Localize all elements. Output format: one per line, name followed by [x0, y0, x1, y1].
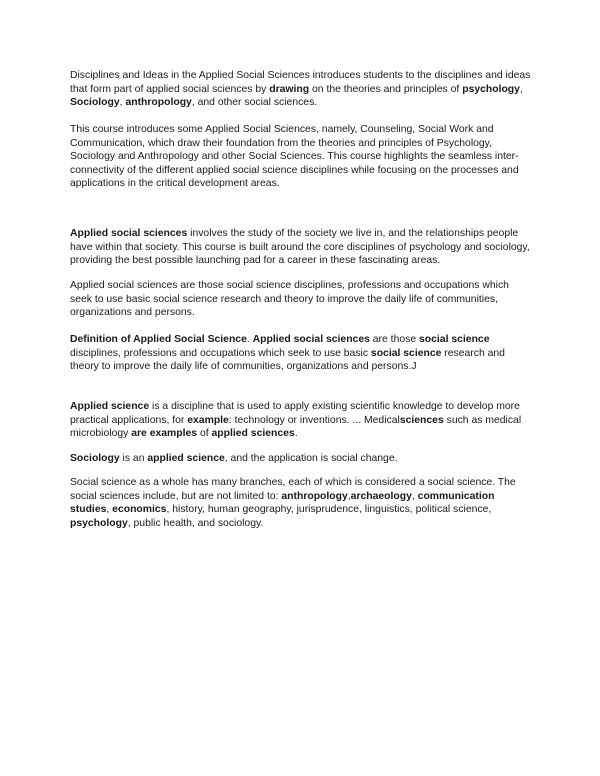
bold-text-run: social science: [370, 347, 442, 359]
paragraph-intro: [70, 69, 532, 110]
paragraph-branches: [70, 476, 532, 530]
text-run: , and the application is social change.: [224, 453, 398, 464]
bold-text-run: Sociology: [70, 97, 120, 109]
text-run: such as medical microbiology: [70, 414, 522, 440]
bold-text-run: archaeology: [350, 490, 412, 502]
text-run: , public health, and sociology.: [127, 517, 264, 529]
text-run: : technology or inventions. ... Medical: [228, 414, 400, 426]
text-run: .: [246, 334, 253, 345]
text-run: This course introduces some Applied Social Sciences, namely, Counseling, Social Work and Communication, which draw their foundation from the theories and principles of Psychology, Sociology and Anthropology and other Social Sciences. This course highlights the seamless inter-connectivity of the different applied social science disciplines while focusing on the processes and applications in the critical development areas.: [70, 124, 519, 190]
text-run: .: [294, 428, 298, 440]
paragraph-course-overview: [70, 123, 532, 191]
bold-text-run: example: [187, 414, 229, 426]
text-run: research and theory to improve the daily life of communities, organizations and persons.J: [70, 347, 505, 373]
text-run: involves the study of the society we live in, and the relationships people have within that society. This course is built around the core disciplines of psychology and sociology, providing the best possible launching pad for a career in these fascinating areas.: [70, 228, 530, 267]
text-run: , and other social sciences.: [191, 97, 318, 109]
bold-text-run: psychology: [462, 83, 520, 95]
text-run: on the theories and principles of: [309, 83, 463, 95]
bold-text-run: anthropology: [281, 490, 348, 502]
bold-text-run: Sociology: [70, 453, 120, 464]
text-run: , history, human geography, jurisprudence, linguistics, political science,: [166, 504, 492, 516]
bold-text-run: social science: [419, 334, 490, 345]
bold-text-run: communication studies: [70, 490, 495, 516]
text-run: ,: [106, 504, 113, 516]
bold-text-run: Applied science: [70, 401, 150, 412]
text-run: disciplines, professions and occupations which seek to use basic: [70, 347, 371, 359]
bold-text-run: applied science: [147, 453, 225, 464]
text-run: ,: [347, 490, 351, 502]
bold-text-run: psychology: [70, 517, 128, 529]
text-run: are those: [369, 334, 419, 345]
paragraph-applied-science: [70, 400, 532, 441]
bold-text-run: applied sciences: [211, 428, 295, 440]
paragraph-definition: [70, 333, 532, 374]
paragraph-disciplines: [70, 279, 532, 320]
bold-text-run: are examples: [131, 428, 198, 440]
text-run: is a discipline that is used to apply existing scientific knowledge to develop more practical applications, for: [70, 401, 520, 426]
paragraph-sociology: [70, 452, 532, 466]
text-run: ,: [411, 490, 418, 502]
bold-text-run: Definition of Applied Social Science: [70, 334, 247, 345]
text-run: Social science as a whole has many branches, each of which is considered a social science. The social sciences include, but are not limited to:: [70, 477, 516, 502]
bold-text-run: Applied social sciences: [70, 228, 188, 239]
bold-text-run: sciences: [399, 414, 444, 426]
bold-text-run: Applied social sciences: [252, 334, 370, 345]
text-run: is an: [119, 453, 148, 464]
bold-text-run: drawing: [269, 83, 310, 95]
paragraph-applied-social-sciences: [70, 227, 532, 268]
text-run: Disciplines and Ideas in the Applied Social Sciences introduces students to the disciplines and ideas that form part of applied social sciences by: [70, 70, 531, 95]
text-run: of: [197, 428, 212, 440]
bold-text-run: economics: [112, 504, 167, 516]
text-run: ,: [519, 83, 523, 95]
bold-text-run: anthropology: [125, 97, 192, 109]
text-run: Applied social sciences are those social science disciplines, professions and occupations which seek to use basic social science research and theory to improve the daily life of communities, organizations and persons.: [70, 280, 509, 319]
text-run: ,: [119, 97, 126, 109]
